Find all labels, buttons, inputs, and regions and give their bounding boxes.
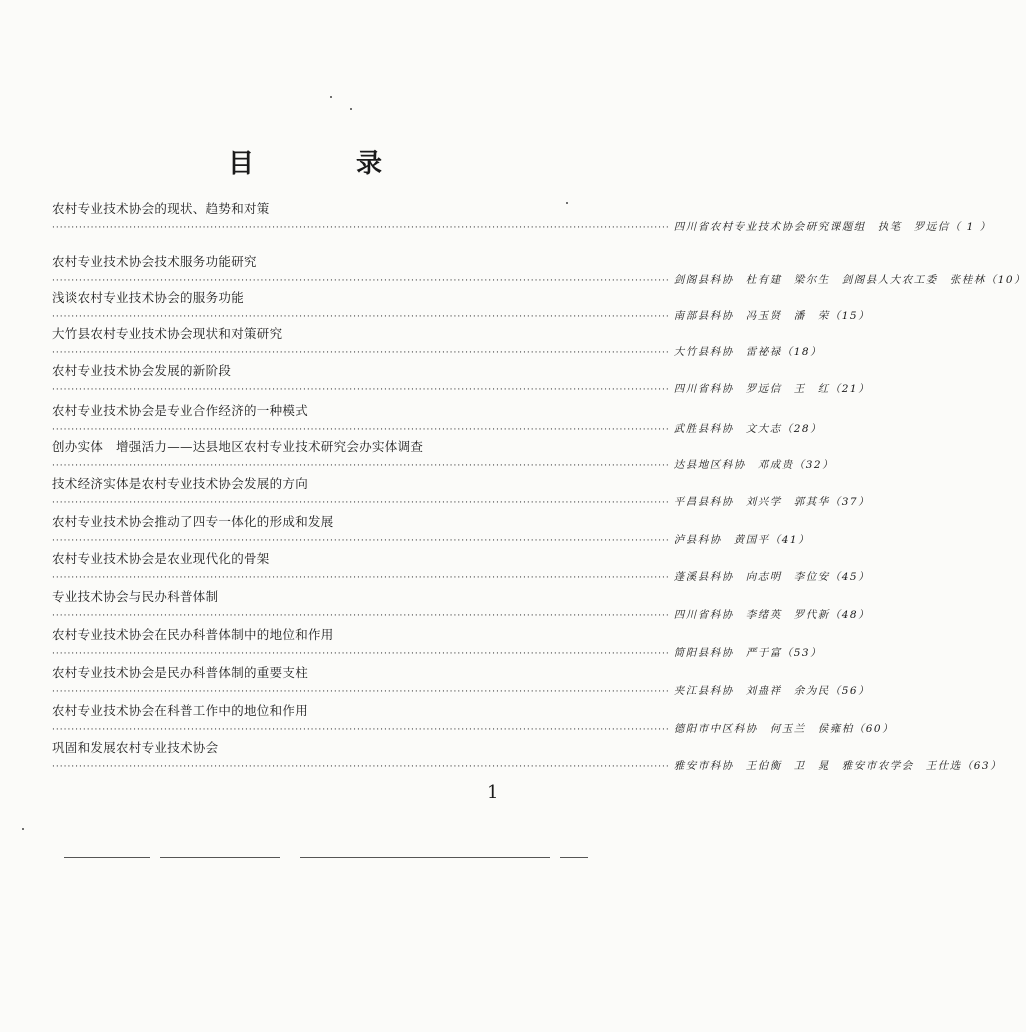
dot-leader: ································································································································································ bbox=[52, 687, 670, 697]
dot-leader: ································································································································································ bbox=[52, 649, 670, 659]
toc-entry-author: 大竹县科协 雷祕禄（18） bbox=[673, 346, 823, 358]
dot-leader: ································································································································································ bbox=[52, 461, 670, 471]
toc-entry-leader-line bbox=[52, 723, 895, 736]
dot-leader: ································································································································································ bbox=[52, 762, 670, 772]
toc-entry-leader-line bbox=[52, 685, 871, 698]
dot-leader: ································································································································································ bbox=[52, 573, 670, 583]
dot-leader: ································································································································································ bbox=[52, 223, 670, 233]
toc-entry-author: 南部县科协 冯玉贤 潘 荣（15） bbox=[673, 310, 871, 322]
toc-entry-author: 四川省科协 李绪英 罗代新（48） bbox=[673, 609, 871, 621]
scan-speck bbox=[350, 108, 352, 110]
toc-entry-leader-line bbox=[52, 760, 1003, 773]
toc-entry-title: 浅谈农村专业技术协会的服务功能 bbox=[52, 290, 245, 305]
toc-entry-title: 农村专业技术协会在科普工作中的地位和作用 bbox=[52, 703, 309, 718]
toc-entry-author: 雅安市科协 王伯衡 卫 晁 雅安市农学会 王仕选（63） bbox=[673, 760, 1003, 772]
dot-leader: ································································································································································ bbox=[52, 611, 670, 621]
toc-entry-leader-line bbox=[52, 534, 811, 547]
dot-leader: ································································································································································ bbox=[52, 385, 670, 395]
page-title: 目 录 bbox=[228, 149, 421, 179]
dot-leader: ································································································································································ bbox=[52, 276, 670, 286]
toc-entry-title: 农村专业技术协会是农业现代化的骨架 bbox=[52, 551, 270, 566]
toc-entry-title: 创办实体 增强活力——达县地区农村专业技术研究会办实体调查 bbox=[52, 439, 424, 454]
dot-leader: ································································································································································ bbox=[52, 536, 670, 546]
toc-entry-leader-line bbox=[52, 647, 823, 660]
toc-entry-author: 武胜县科协 文大志（28） bbox=[673, 423, 823, 435]
toc-entry-title: 农村专业技术协会发展的新阶段 bbox=[52, 363, 232, 378]
toc-entry-title: 农村专业技术协会是专业合作经济的一种模式 bbox=[52, 403, 309, 418]
toc-entry-leader-line bbox=[52, 609, 871, 622]
toc-entry-author: 蓬溪县科协 向志明 李位安（45） bbox=[673, 571, 871, 583]
toc-entry-leader-line bbox=[52, 274, 1026, 287]
scan-speck bbox=[22, 828, 24, 830]
scan-speck bbox=[566, 202, 568, 204]
toc-entry-leader-line bbox=[52, 346, 823, 359]
toc-entry-author: 简阳县科协 严于富（53） bbox=[673, 647, 823, 659]
toc-entry-title: 农村专业技术协会在民办科普体制中的地位和作用 bbox=[52, 627, 334, 642]
dot-leader: ································································································································································ bbox=[52, 312, 670, 322]
toc-entry-author: 达县地区科协 邓成贵（32） bbox=[673, 459, 835, 471]
toc-entry-leader-line bbox=[52, 571, 871, 584]
dot-leader: ································································································································································ bbox=[52, 498, 670, 508]
bottom-rule bbox=[300, 857, 550, 858]
toc-entry-author: 四川省农村专业技术协会研究课题组 执笔 罗远信（ 1 ） bbox=[673, 221, 992, 233]
dot-leader: ································································································································································ bbox=[52, 425, 670, 435]
toc-entry-author: 平昌县科协 刘兴学 郭其华（37） bbox=[673, 496, 871, 508]
bottom-rule bbox=[560, 857, 588, 858]
toc-entry-leader-line bbox=[52, 496, 871, 509]
dot-leader: ································································································································································ bbox=[52, 348, 670, 358]
bottom-rule bbox=[160, 857, 280, 858]
bottom-rule bbox=[64, 857, 150, 858]
toc-entry-author: 剑阁县科协 杜有建 梁尔生 剑阁县人大农工委 张桂林（10） bbox=[673, 274, 1026, 286]
toc-entry-title: 农村专业技术协会的现状、趋势和对策 bbox=[52, 201, 270, 216]
toc-entry-title: 农村专业技术协会技术服务功能研究 bbox=[52, 254, 257, 269]
dot-leader: ································································································································································ bbox=[52, 725, 670, 735]
toc-entry-title: 大竹县农村专业技术协会现状和对策研究 bbox=[52, 326, 283, 341]
toc-entry-author: 四川省科协 罗远信 王 红（21） bbox=[673, 383, 871, 395]
toc-entry-title: 巩固和发展农村专业技术协会 bbox=[52, 740, 219, 755]
toc-entry-leader-line bbox=[52, 459, 835, 472]
page-number: 1 bbox=[487, 782, 499, 803]
toc-entry-leader-line bbox=[52, 423, 823, 436]
toc-entry-leader-line bbox=[52, 221, 992, 234]
toc-entry-title: 专业技术协会与民办科普体制 bbox=[52, 589, 219, 604]
toc-entry-author: 泸县科协 黄国平（41） bbox=[673, 534, 811, 546]
scan-speck bbox=[330, 96, 332, 98]
toc-entry-title: 技术经济实体是农村专业技术协会发展的方向 bbox=[52, 476, 309, 491]
toc-entry-title: 农村专业技术协会是民办科普体制的重要支柱 bbox=[52, 665, 309, 680]
toc-entry-leader-line bbox=[52, 310, 871, 323]
toc-entry-author: 夹江县科协 刘蛊祥 余为民（56） bbox=[673, 685, 871, 697]
toc-entry-author: 德阳市中区科协 何玉兰 侯雍柏（60） bbox=[673, 723, 895, 735]
toc-entry-title: 农村专业技术协会推动了四专一体化的形成和发展 bbox=[52, 514, 334, 529]
toc-entry-leader-line bbox=[52, 383, 871, 396]
